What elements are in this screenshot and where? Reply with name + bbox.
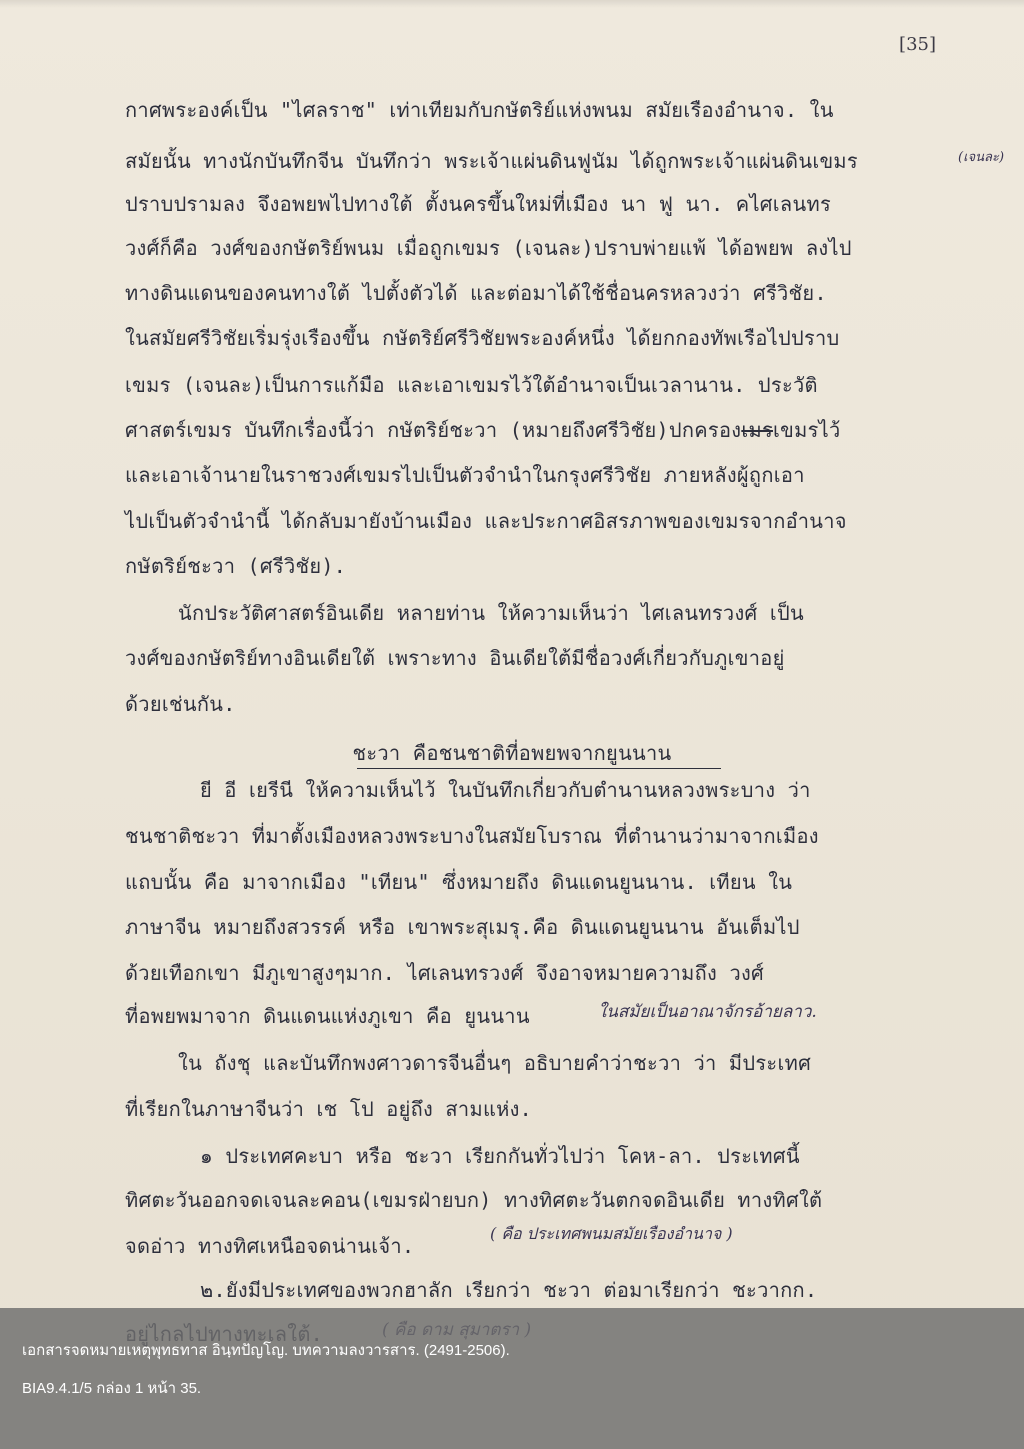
page-number: [35] [899, 34, 936, 55]
text-line: ในสมัยศรีวิชัยเริ่มรุ่งเรืองขึ้น กษัตริย์ศรีวิชัยพระองค์หนึ่ง ได้ยกกองทัพเรือไปปราบ [125, 326, 840, 350]
text-line: วงศ์ก็คือ วงศ์ของกษัตริย์พนม เมื่อถูกเขมร (เจนละ)ปราบพ่ายแพ้ ได้อพยพ ลงไป [125, 236, 852, 260]
text-line: เขมร (เจนละ)เป็นการแก้มือ และเอาเขมรไว้ใต้อำนาจเป็นเวลานาน. ประวัติ [125, 373, 818, 397]
text-line: แถบนั้น คือ มาจากเมือง "เทียน" ซึ่งหมายถึง ดินแดนยูนนาน. เทียน ใน [125, 870, 793, 894]
text-line: ทางดินแดนของคนทางใต้ ไปตั้งตัวได้ และต่อมาได้ใช้ชื่อนครหลวงว่า ศรีวิชัย. [125, 281, 827, 305]
handwritten-note: ( คือ ประเทศพนมสมัยเรืองอำนาจ ) [490, 1224, 733, 1243]
text-line: ๒.ยังมีประเทศของพวกฮาลัก เรียกว่า ชะวา ต่อมาเรียกว่า ชะวากก. [200, 1278, 818, 1302]
struck-text: เมร [741, 418, 773, 442]
text-line: ภาษาจีน หมายถึงสวรรค์ หรือ เขาพระสุเมรุ.คือ ดินแดนยูนนาน อันเต็มไป [125, 915, 800, 939]
text-line: จดอ่าว ทางทิศเหนือจดน่านเจ้า. [125, 1234, 415, 1258]
text-line: ที่อพยพมาจาก ดินแดนแห่งภูเขา คือ ยูนนาน [125, 1004, 530, 1028]
text-line [125, 414, 940, 446]
text-line: ไปเป็นตัวจำนำนี้ ได้กลับมายังบ้านเมือง และประกาศอิสรภาพของเขมรจากอำนาจ [125, 509, 847, 533]
text-line: ปราบปรามลง จึงอพยพไปทางใต้ ตั้งนครขึ้นใหม่ที่เมือง นา ฟู นา. คไศเลนทร [125, 192, 831, 216]
text-line: กาศพระองค์เป็น "ไศลราช" เท่าเทียมกับกษัตริย์แห่งพนม สมัยเรืองอำนาจ. ใน [125, 98, 834, 122]
handwritten-note: (เจนละ) [958, 150, 1005, 165]
text-line: ที่เรียกในภาษาจีนว่า เช โป อยู่ถึง สามแห่ง. [125, 1097, 533, 1121]
text-line: ด้วยเทือกเขา มีภูเขาสูงๆมาก. ไศเลนทรวงศ์ จึงอาจหมายความถึง วงศ์ [125, 961, 765, 985]
text-line: นักประวัติศาสตร์อินเดีย หลายท่าน ให้ความเห็นว่า ไศเลนทรวงศ์ เป็น [178, 601, 804, 625]
text-line: ๑ ประเทศคะบา หรือ ชะวา เรียกกันทั่วไปว่า โคห-ลา. ประเทศนี้ [200, 1144, 800, 1168]
text-line: ด้วยเช่นกัน. [125, 692, 236, 716]
text-line: และเอาเจ้านายในราชวงศ์เขมรไปเป็นตัวจำนำในกรุงศรีวิชัย ภายหลังผู้ถูกเอา [125, 463, 805, 487]
text-line: สมัยนั้น ทางนักบันทึกจีน บันทึกว่า พระเจ้าแผ่นดินฟูนัม ได้ถูกพระเจ้าแผ่นดินเขมร [125, 149, 858, 173]
page-edge-shadow [0, 0, 1024, 8]
handwritten-note: ในสมัยเป็นอาณาจักรอ้ายลาว. [598, 1002, 817, 1022]
caption-reference: BIA9.4.1/5 กล่อง 1 หน้า 35. [22, 1380, 202, 1397]
text-line: ชนชาติชะวา ที่มาตั้งเมืองหลวงพระบางในสมัยโบราณ ที่ตำนานว่ามาจากเมือง [125, 824, 819, 848]
text-segment: เขมรไว้ [773, 418, 841, 442]
section-heading: ชะวา คือชนชาติที่อพยพจากยูนนาน [352, 741, 672, 765]
text-segment: ศาสตร์เขมร บันทึกเรื่องนี้ว่า กษัตริย์ชะวา (หมายถึงศรีวิชัย)ปกครอง [125, 418, 742, 442]
text-line: กษัตริย์ชะวา (ศรีวิชัย). [125, 554, 347, 578]
caption-title: เอกสารจดหมายเหตุพุทธทาส อินฺทปัญโญ. บทความลงวารสาร. (2491-2506). [22, 1342, 510, 1359]
text-line: วงศ์ของกษัตริย์ทางอินเดียใต้ เพราะทาง อินเดียใต้มีชื่อวงศ์เกี่ยวกับภูเขาอยู่ [125, 646, 785, 670]
text-line: ยี อี เยรีนี ให้ความเห็นไว้ ในบันทึกเกี่ยวกับตำนานหลวงพระบาง ว่า [200, 778, 811, 802]
heading-underline [357, 768, 721, 769]
text-line: ทิศตะวันออกจดเจนละคอน(เขมรฝ่ายบก) ทางทิศตะวันตกจดอินเดีย ทางทิศใต้ [125, 1188, 823, 1212]
caption-bar [0, 1308, 1024, 1449]
text-line: ใน ถังชุ และบันทึกพงศาวดารจีนอื่นๆ อธิบายคำว่าชะวา ว่า มีประเทศ [178, 1051, 812, 1075]
